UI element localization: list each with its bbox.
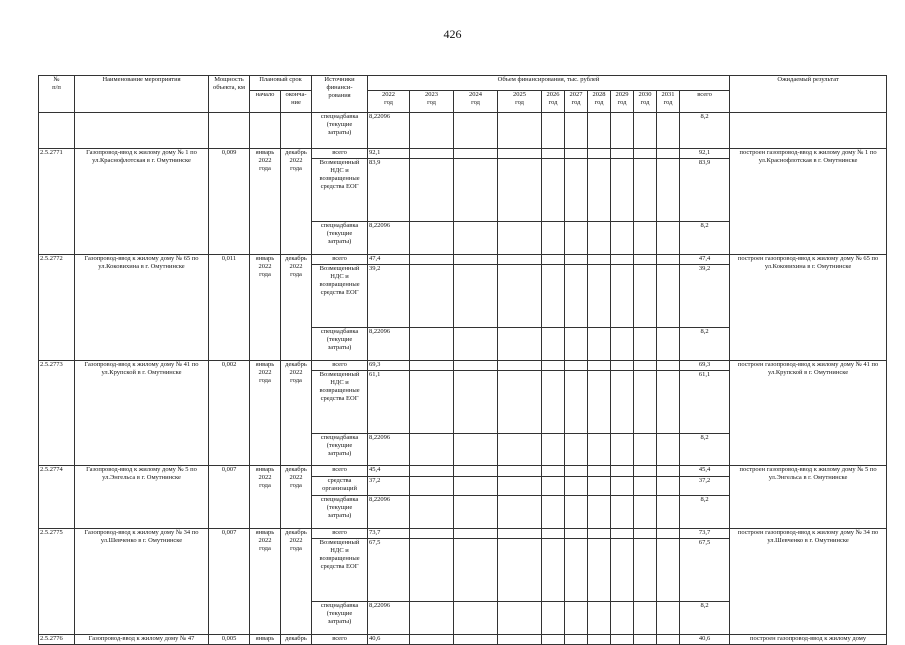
value-empty: [588, 538, 611, 601]
header-year: 2027 год: [565, 91, 588, 113]
value-empty: [611, 222, 634, 254]
value-empty: [454, 496, 498, 528]
empty-cell: [730, 113, 887, 149]
value-empty: [588, 264, 611, 327]
value-empty: [565, 538, 588, 601]
value-empty: [565, 466, 588, 476]
value-empty: [498, 434, 542, 466]
value-empty: [565, 634, 588, 644]
value-empty: [611, 538, 634, 601]
project-end: декабрь 2022 года: [281, 360, 312, 466]
value-empty: [454, 434, 498, 466]
value-empty: [498, 496, 542, 528]
value-empty: [657, 466, 680, 476]
value-empty: [454, 466, 498, 476]
value-empty: [454, 159, 498, 222]
value-empty: [565, 113, 588, 149]
value-empty: [588, 370, 611, 433]
value-empty: [634, 370, 657, 433]
header-year: 2023 год: [410, 91, 454, 113]
header-year: 2022 год: [368, 91, 410, 113]
value-empty: [498, 528, 542, 538]
value-total: 69,3: [680, 360, 730, 370]
value-empty: [565, 148, 588, 158]
value-empty: [588, 634, 611, 644]
value-empty: [454, 528, 498, 538]
table-row: [39, 360, 887, 370]
value-empty: [634, 113, 657, 149]
project-capacity: 0,011: [209, 254, 250, 360]
table-row: [39, 466, 887, 476]
header-year: 2025 год: [498, 91, 542, 113]
value-empty: [498, 634, 542, 644]
value-empty: [410, 159, 454, 222]
value-empty: [611, 113, 634, 149]
value-empty: [410, 264, 454, 327]
header-year: 2028 год: [588, 91, 611, 113]
value-2022: 8,22096: [368, 434, 410, 466]
value-empty: [657, 370, 680, 433]
value-empty: [634, 264, 657, 327]
project-capacity: 0,005: [209, 634, 250, 644]
value-total: 40,6: [680, 634, 730, 644]
project-number: 2.5.2774: [39, 466, 75, 528]
header-year: 2024 год: [454, 91, 498, 113]
project-result: построен газопровод-ввод к жилому дому: [730, 634, 887, 644]
header-source: Источники финанси- рования: [312, 76, 368, 113]
value-empty: [657, 148, 680, 158]
project-number: 2.5.2771: [39, 148, 75, 254]
project-capacity: 0,009: [209, 148, 250, 254]
project-name: Газопровод-ввод к жилому дому № 41 по ул.Крупской в г. Омутнинске: [75, 360, 209, 466]
value-empty: [542, 602, 565, 634]
value-empty: [611, 634, 634, 644]
value-empty: [410, 528, 454, 538]
value-empty: [565, 528, 588, 538]
value-empty: [542, 254, 565, 264]
project-start: январь 2022 года: [250, 148, 281, 254]
project-name: Газопровод-ввод к жилому дому № 5 по ул.Энгельса в г. Омутнинске: [75, 466, 209, 528]
project-result: построен газопровод-ввод к жилому дому № 41 по ул.Крупской в г. Омутнинске: [730, 360, 887, 466]
value-empty: [542, 222, 565, 254]
project-result: построен газопровод-ввод к жилому дому № 34 по ул.Шевченко в г. Омутнинске: [730, 528, 887, 634]
value-empty: [410, 113, 454, 149]
header-result: Ожидаемый результат: [730, 76, 887, 113]
header-volume: Объем финансирования, тыс. рублей: [368, 76, 730, 91]
value-empty: [454, 254, 498, 264]
value-empty: [498, 466, 542, 476]
value-empty: [565, 434, 588, 466]
value-empty: [410, 538, 454, 601]
value-empty: [542, 148, 565, 158]
value-empty: [634, 328, 657, 360]
table-body: [39, 113, 887, 645]
project-capacity: 0,007: [209, 528, 250, 634]
value-empty: [611, 264, 634, 327]
header-total: всего: [680, 91, 730, 113]
value-empty: [454, 328, 498, 360]
project-name: Газопровод-ввод к жилому дому № 65 по ул.Коковихина в г. Омутнинске: [75, 254, 209, 360]
table-row: [39, 254, 887, 264]
value-empty: [588, 328, 611, 360]
value-empty: [498, 264, 542, 327]
value-total: 47,4: [680, 254, 730, 264]
source-cell: Возмещенный НДС и возвращенные средства ЕОГ: [312, 538, 368, 601]
value-empty: [611, 148, 634, 158]
value-empty: [634, 476, 657, 496]
project-start: январь: [250, 634, 281, 644]
value-empty: [611, 528, 634, 538]
value-empty: [454, 370, 498, 433]
project-result: построен газопровод-ввод к жилому дому № 1 по ул.Краснофлотская в г. Омутнинске: [730, 148, 887, 254]
source-cell: спецнадбавка (текущие затраты): [312, 328, 368, 360]
value-2022: 8,22096: [368, 328, 410, 360]
source-cell: Возмещенный НДС и возвращенные средства ЕОГ: [312, 370, 368, 433]
value-2022: 8,22096: [368, 496, 410, 528]
empty-cell: [281, 113, 312, 149]
header-capacity: Мощность объекта, км: [209, 76, 250, 113]
value-total: 8,2: [680, 328, 730, 360]
value-empty: [657, 434, 680, 466]
source-cell: всего: [312, 528, 368, 538]
value-empty: [410, 434, 454, 466]
value-2022: 83,9: [368, 159, 410, 222]
value-empty: [410, 360, 454, 370]
value-2022: 47,4: [368, 254, 410, 264]
header-num: № п/п: [39, 76, 75, 113]
header-end: оконча- ние: [281, 91, 312, 113]
project-number: 2.5.2776: [39, 634, 75, 644]
value-total: 67,5: [680, 538, 730, 601]
source-cell: спецнадбавка (текущие затраты): [312, 113, 368, 149]
value-empty: [588, 113, 611, 149]
header-year: 2029 год: [611, 91, 634, 113]
project-capacity: 0,007: [209, 466, 250, 528]
value-total: 45,4: [680, 466, 730, 476]
value-empty: [657, 496, 680, 528]
value-total: 92,1: [680, 148, 730, 158]
value-empty: [611, 254, 634, 264]
value-empty: [565, 360, 588, 370]
source-cell: спецнадбавка (текущие затраты): [312, 496, 368, 528]
project-number: 2.5.2772: [39, 254, 75, 360]
project-end: декабрь: [281, 634, 312, 644]
value-empty: [588, 476, 611, 496]
project-number: 2.5.2775: [39, 528, 75, 634]
value-empty: [454, 148, 498, 158]
value-2022: 67,5: [368, 538, 410, 601]
value-empty: [588, 466, 611, 476]
value-empty: [657, 538, 680, 601]
value-empty: [588, 528, 611, 538]
value-empty: [634, 159, 657, 222]
value-empty: [588, 254, 611, 264]
value-empty: [588, 434, 611, 466]
project-result: построен газопровод-ввод к жилому дому № 65 по ул.Коковихина в г. Омутнинске: [730, 254, 887, 360]
empty-cell: [39, 113, 75, 149]
value-empty: [454, 360, 498, 370]
value-empty: [498, 159, 542, 222]
value-empty: [410, 496, 454, 528]
source-cell: спецнадбавка (текущие затраты): [312, 222, 368, 254]
header-name: Наименование мероприятия: [75, 76, 209, 113]
project-end: декабрь 2022 года: [281, 466, 312, 528]
value-empty: [454, 538, 498, 601]
header-start: начало: [250, 91, 281, 113]
value-empty: [611, 602, 634, 634]
value-empty: [498, 360, 542, 370]
value-empty: [498, 148, 542, 158]
source-cell: всего: [312, 360, 368, 370]
value-empty: [498, 538, 542, 601]
value-empty: [634, 634, 657, 644]
value-2022: 8,22096: [368, 602, 410, 634]
value-empty: [611, 360, 634, 370]
value-2022: 39,2: [368, 264, 410, 327]
value-total: 8,2: [680, 496, 730, 528]
value-empty: [498, 476, 542, 496]
value-empty: [542, 496, 565, 528]
value-empty: [634, 254, 657, 264]
value-empty: [611, 466, 634, 476]
empty-cell: [250, 113, 281, 149]
empty-cell: [75, 113, 209, 149]
table-row: [39, 634, 887, 644]
value-total: 8,2: [680, 113, 730, 149]
value-empty: [611, 370, 634, 433]
value-empty: [565, 328, 588, 360]
value-empty: [657, 476, 680, 496]
value-empty: [542, 370, 565, 433]
project-name: Газопровод-ввод к жилому дому № 34 по ул.Шевченко в г. Омутнинске: [75, 528, 209, 634]
value-empty: [542, 538, 565, 601]
project-result: построен газопровод-ввод к жилому дому № 5 по ул.Энгельса в г. Омутнинске: [730, 466, 887, 528]
project-start: январь 2022 года: [250, 360, 281, 466]
value-empty: [634, 466, 657, 476]
value-empty: [611, 476, 634, 496]
value-empty: [657, 113, 680, 149]
value-empty: [657, 328, 680, 360]
value-empty: [634, 496, 657, 528]
value-2022: 92,1: [368, 148, 410, 158]
value-empty: [498, 370, 542, 433]
source-cell: спецнадбавка (текущие затраты): [312, 434, 368, 466]
header-year: 2031 год: [657, 91, 680, 113]
page-number: 426: [443, 27, 462, 41]
source-cell: Возмещенный НДС и возвращенные средства ЕОГ: [312, 159, 368, 222]
project-start: январь 2022 года: [250, 466, 281, 528]
value-empty: [611, 159, 634, 222]
value-empty: [542, 476, 565, 496]
value-2022: 45,4: [368, 466, 410, 476]
header-year: 2026 год: [542, 91, 565, 113]
value-empty: [542, 360, 565, 370]
value-empty: [565, 254, 588, 264]
value-empty: [657, 254, 680, 264]
value-empty: [657, 602, 680, 634]
project-end: декабрь 2022 года: [281, 148, 312, 254]
value-empty: [542, 528, 565, 538]
value-empty: [588, 360, 611, 370]
project-start: январь 2022 года: [250, 528, 281, 634]
value-empty: [454, 222, 498, 254]
value-empty: [565, 496, 588, 528]
value-empty: [454, 602, 498, 634]
value-empty: [657, 528, 680, 538]
value-empty: [565, 222, 588, 254]
value-2022: 61,1: [368, 370, 410, 433]
value-total: 73,7: [680, 528, 730, 538]
value-empty: [611, 434, 634, 466]
value-empty: [588, 222, 611, 254]
value-empty: [410, 476, 454, 496]
table-row: [39, 148, 887, 158]
value-empty: [542, 264, 565, 327]
value-empty: [565, 159, 588, 222]
value-empty: [588, 148, 611, 158]
value-empty: [498, 602, 542, 634]
value-total: 37,2: [680, 476, 730, 496]
value-empty: [565, 476, 588, 496]
value-empty: [565, 602, 588, 634]
table-row: [39, 113, 887, 149]
financing-table: [38, 75, 887, 645]
value-empty: [454, 634, 498, 644]
value-empty: [657, 222, 680, 254]
value-empty: [542, 466, 565, 476]
value-total: 39,2: [680, 264, 730, 327]
value-empty: [410, 222, 454, 254]
project-number: 2.5.2773: [39, 360, 75, 466]
value-2022: 8,22096: [368, 222, 410, 254]
project-start: январь 2022 года: [250, 254, 281, 360]
value-2022: 69,3: [368, 360, 410, 370]
value-empty: [611, 496, 634, 528]
project-end: декабрь 2022 года: [281, 528, 312, 634]
source-cell: всего: [312, 148, 368, 158]
value-empty: [542, 328, 565, 360]
value-empty: [611, 328, 634, 360]
value-empty: [498, 328, 542, 360]
value-empty: [657, 360, 680, 370]
value-total: 8,2: [680, 434, 730, 466]
value-empty: [410, 466, 454, 476]
value-empty: [498, 222, 542, 254]
value-empty: [634, 602, 657, 634]
value-empty: [634, 222, 657, 254]
value-empty: [657, 159, 680, 222]
value-total: 8,2: [680, 222, 730, 254]
value-empty: [542, 159, 565, 222]
value-empty: [634, 434, 657, 466]
value-empty: [634, 528, 657, 538]
value-empty: [634, 148, 657, 158]
value-empty: [542, 634, 565, 644]
value-empty: [634, 538, 657, 601]
value-empty: [588, 159, 611, 222]
value-2022: 37,2: [368, 476, 410, 496]
value-empty: [565, 264, 588, 327]
value-empty: [542, 434, 565, 466]
value-empty: [410, 148, 454, 158]
value-total: 8,2: [680, 602, 730, 634]
project-name: Газопровод-ввод к жилому дому № 1 по ул.Краснофлотская в г. Омутнинске: [75, 148, 209, 254]
value-empty: [657, 264, 680, 327]
project-name: Газопровод-ввод к жилому дому № 47: [75, 634, 209, 644]
header-period: Плановый срок: [250, 76, 312, 91]
value-empty: [634, 360, 657, 370]
value-2022: 40,6: [368, 634, 410, 644]
source-cell: средства организаций: [312, 476, 368, 496]
value-total: 61,1: [680, 370, 730, 433]
value-empty: [410, 328, 454, 360]
table-row: [39, 528, 887, 538]
source-cell: Возмещенный НДС и возвращенные средства ЕОГ: [312, 264, 368, 327]
value-empty: [410, 602, 454, 634]
value-empty: [657, 634, 680, 644]
source-cell: всего: [312, 466, 368, 476]
value-empty: [454, 476, 498, 496]
value-empty: [498, 254, 542, 264]
value-total: 83,9: [680, 159, 730, 222]
value-2022: 73,7: [368, 528, 410, 538]
value-empty: [410, 254, 454, 264]
empty-cell: [209, 113, 250, 149]
source-cell: всего: [312, 634, 368, 644]
header-year: 2030 год: [634, 91, 657, 113]
value-empty: [588, 496, 611, 528]
source-cell: спецнадбавка (текущие затраты): [312, 602, 368, 634]
value-empty: [565, 370, 588, 433]
value-empty: [454, 264, 498, 327]
value-empty: [410, 634, 454, 644]
value-empty: [498, 113, 542, 149]
source-cell: всего: [312, 254, 368, 264]
value-empty: [542, 113, 565, 149]
project-capacity: 0,002: [209, 360, 250, 466]
project-end: декабрь 2022 года: [281, 254, 312, 360]
value-empty: [588, 602, 611, 634]
value-empty: [410, 370, 454, 433]
value-2022: 8,22096: [368, 113, 410, 149]
value-empty: [454, 113, 498, 149]
